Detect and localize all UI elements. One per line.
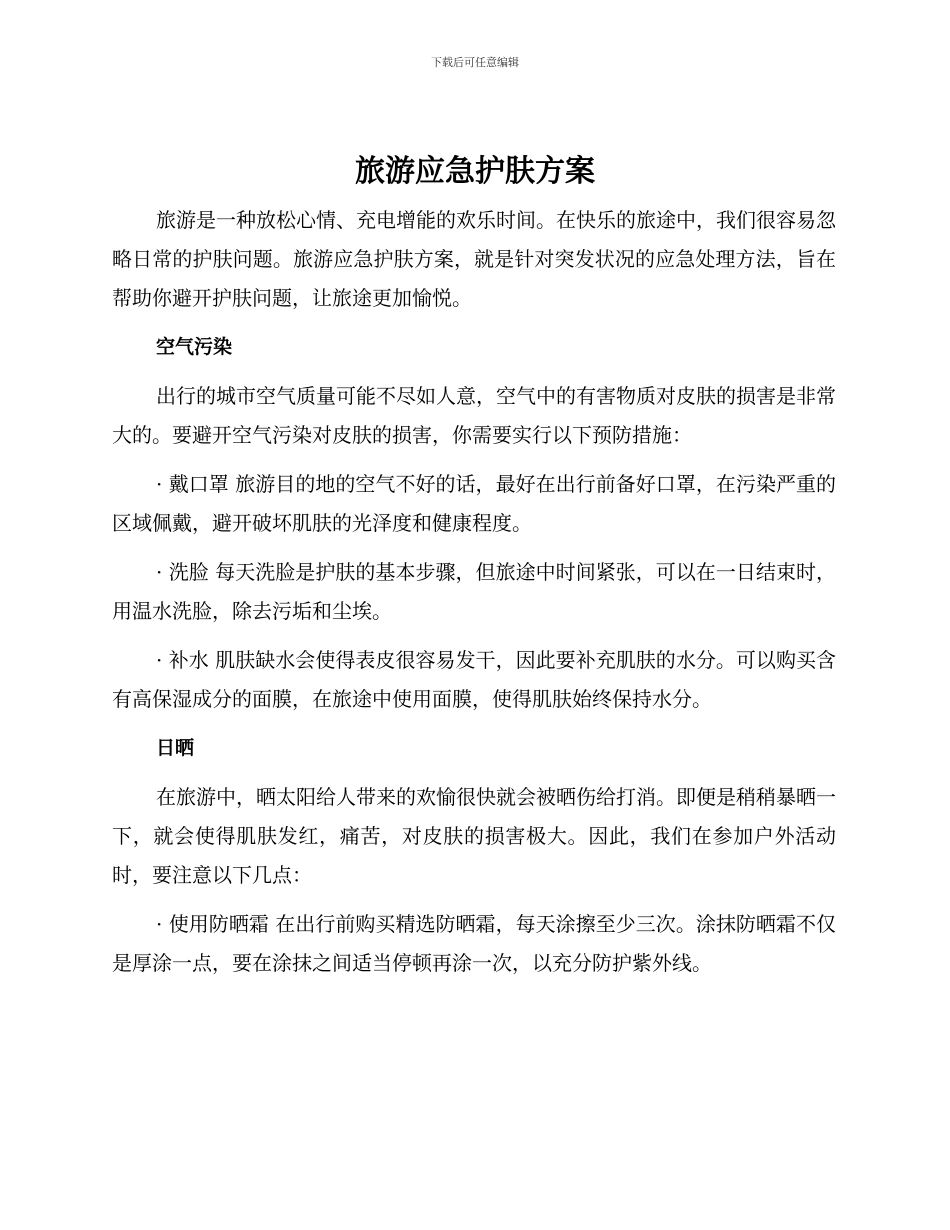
list-item-label: 洗脸 — [168, 560, 209, 584]
list-item — [112, 465, 836, 543]
list-item-text: 每天洗脸是护肤的基本步骤，但旅途中时间紧张，可以在一日结束时，用温水洗脸，除去污垢和尘埃。 — [112, 560, 837, 623]
bullet-icon: · — [156, 560, 163, 584]
list-item — [112, 905, 836, 983]
bullet-icon: · — [156, 648, 163, 672]
list-item-label: 使用防晒霜 — [168, 912, 269, 936]
list-item-label: 补水 — [168, 648, 209, 672]
list-item — [112, 553, 836, 631]
bullet-icon: · — [156, 472, 163, 496]
section-body-air-pollution: 出行的城市空气质量可能不尽如人意，空气中的有害物质对皮肤的损害是非常大的。要避开空气污染对皮肤的损害，你需要实行以下预防措施： — [112, 384, 836, 447]
section-heading-air-pollution: 空气污染 — [156, 336, 233, 358]
list-item-text: 在出行前购买精选防晒霜，每天涂擦至少三次。涂抹防晒霜不仅是厚涂一点，要在涂抹之间适当停顿再涂一次，以充分防护紫外线。 — [112, 912, 837, 975]
bullet-icon: · — [156, 912, 163, 936]
section-body-sun-exposure: 在旅游中，晒太阳给人带来的欢愉很快就会被晒伤给打消。即便是稍稍暴晒一下，就会使得肌肤发红，痛苦，对皮肤的损害极大。因此，我们在参加户外活动时，要注意以下几点： — [112, 785, 836, 887]
list-item-text: 肌肤缺水会使得表皮很容易发干，因此要补充肌肤的水分。可以购买含有高保湿成分的面膜，在旅途中使用面膜，使得肌肤始终保持水分。 — [112, 648, 837, 711]
header-note: 下载后可任意编辑 — [431, 56, 519, 69]
document-title: 旅游应急护肤方案 — [355, 154, 595, 189]
intro-paragraph: 旅游是一种放松心情、充电增能的欢乐时间。在快乐的旅途中，我们很容易忽略日常的护肤问题。旅游应急护肤方案，就是针对突发状况的应急处理方法，旨在帮助你避开护肤问题，让旅途更加愉悦。 — [112, 208, 836, 310]
list-item — [112, 641, 836, 719]
section-heading-sun-exposure: 日晒 — [156, 737, 195, 759]
list-item-label: 戴口罩 — [168, 472, 229, 496]
list-item-text: 旅游目的地的空气不好的话，最好在出行前备好口罩，在污染严重的区域佩戴，避开破坏肌肤的光泽度和健康程度。 — [112, 472, 837, 535]
document-body — [112, 201, 836, 983]
